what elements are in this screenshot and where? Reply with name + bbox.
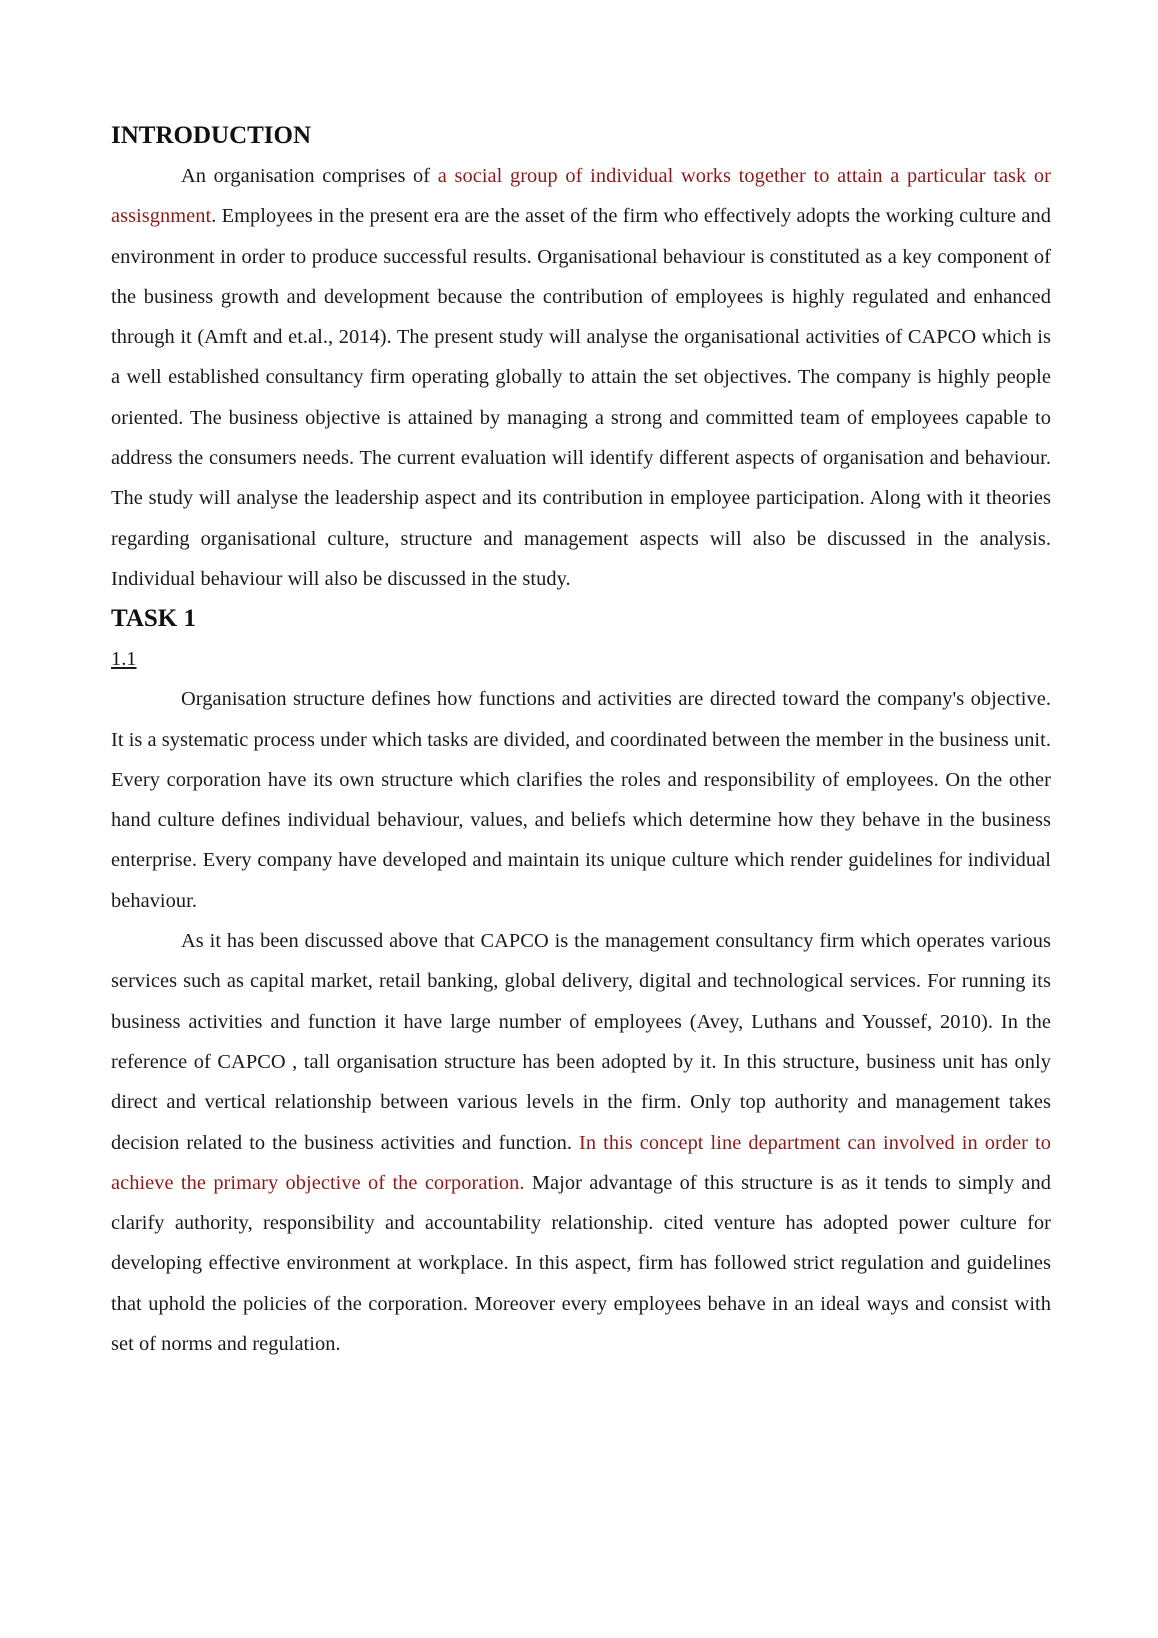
introduction-highlighted-text: a social group of individual works together to attain a particular task or assisgnment	[111, 165, 1052, 228]
document-page	[111, 116, 1051, 1364]
task-1-paragraph-structure: Organisation structure defines how functions and activities are directed toward the company's objective. It is a systematic process under which tasks are divided, and coordinated between the member in the business unit. Every corporation have its own structure which clarifies the roles and responsibility of employees. On the other hand culture defines individual behaviour, values, and beliefs which determine how they behave in the business enterprise. Every company have developed and maintain its unique culture which render guidelines for individual behaviour.	[111, 688, 1052, 912]
subsection-number-1-1: 1.1	[111, 648, 137, 671]
introduction-rest-text: . Employees in the present era are the asset of the firm who effectively adopts the working culture and environment in order to produce successful results. Organisational behaviour is constituted as a key component of the business growth and development because the contribution of employees is highly regulated and enhanced through it (Amft and et.al., 2014). The present study will analyse the organisational activities of CAPCO which is a well established consultancy firm operating globally to attain the set objectives. The company is highly people oriented. The business objective is attained by managing a strong and committed team of employees capable to address the consumers needs. The current evaluation will identify different aspects of organisation and behaviour. The study will analyse the leadership aspect and its contribution in employee participation. Along with it theories regarding organisational culture, structure and management aspects will also be discussed in the analysis. Individual behaviour will also be discussed in the study.	[111, 205, 1051, 590]
task-1-heading: TASK 1	[111, 605, 196, 633]
capco-rest-text: Major advantage of this structure is as it tends to simply and clarify authority, responsibility and accountability relationship. cited venture has adopted power culture for developing effective environment at workplace. In this aspect, firm has followed strict regulation and guidelines that uphold the policies of the corporation. Moreover every employees behave in an ideal ways and consist with set of norms and regulation.	[111, 1171, 1051, 1356]
task-1-paragraph-capco	[111, 921, 1051, 1364]
capco-lead-text: As it has been discussed above that CAPCO is the management consultancy firm which operates various services such as capital market, retail banking, global delivery, digital and technological services. For running its business activities and function it have large number of employees (Avey, Luthans and Youssef, 2010). In the reference of CAPCO , tall organisation structure has been adopted by it. In this structure, business unit has only direct and vertical relationship between various levels in the firm. Only top authority and management takes decision related to the business activities and function.	[111, 930, 1051, 1154]
capco-highlighted-text: In this concept line department can involved in order to achieve the primary objective of the corporation.	[111, 1131, 1052, 1194]
introduction-heading: INTRODUCTION	[111, 122, 312, 149]
introduction-lead-text: An organisation comprises of	[181, 165, 438, 187]
introduction-paragraph	[111, 156, 1051, 599]
